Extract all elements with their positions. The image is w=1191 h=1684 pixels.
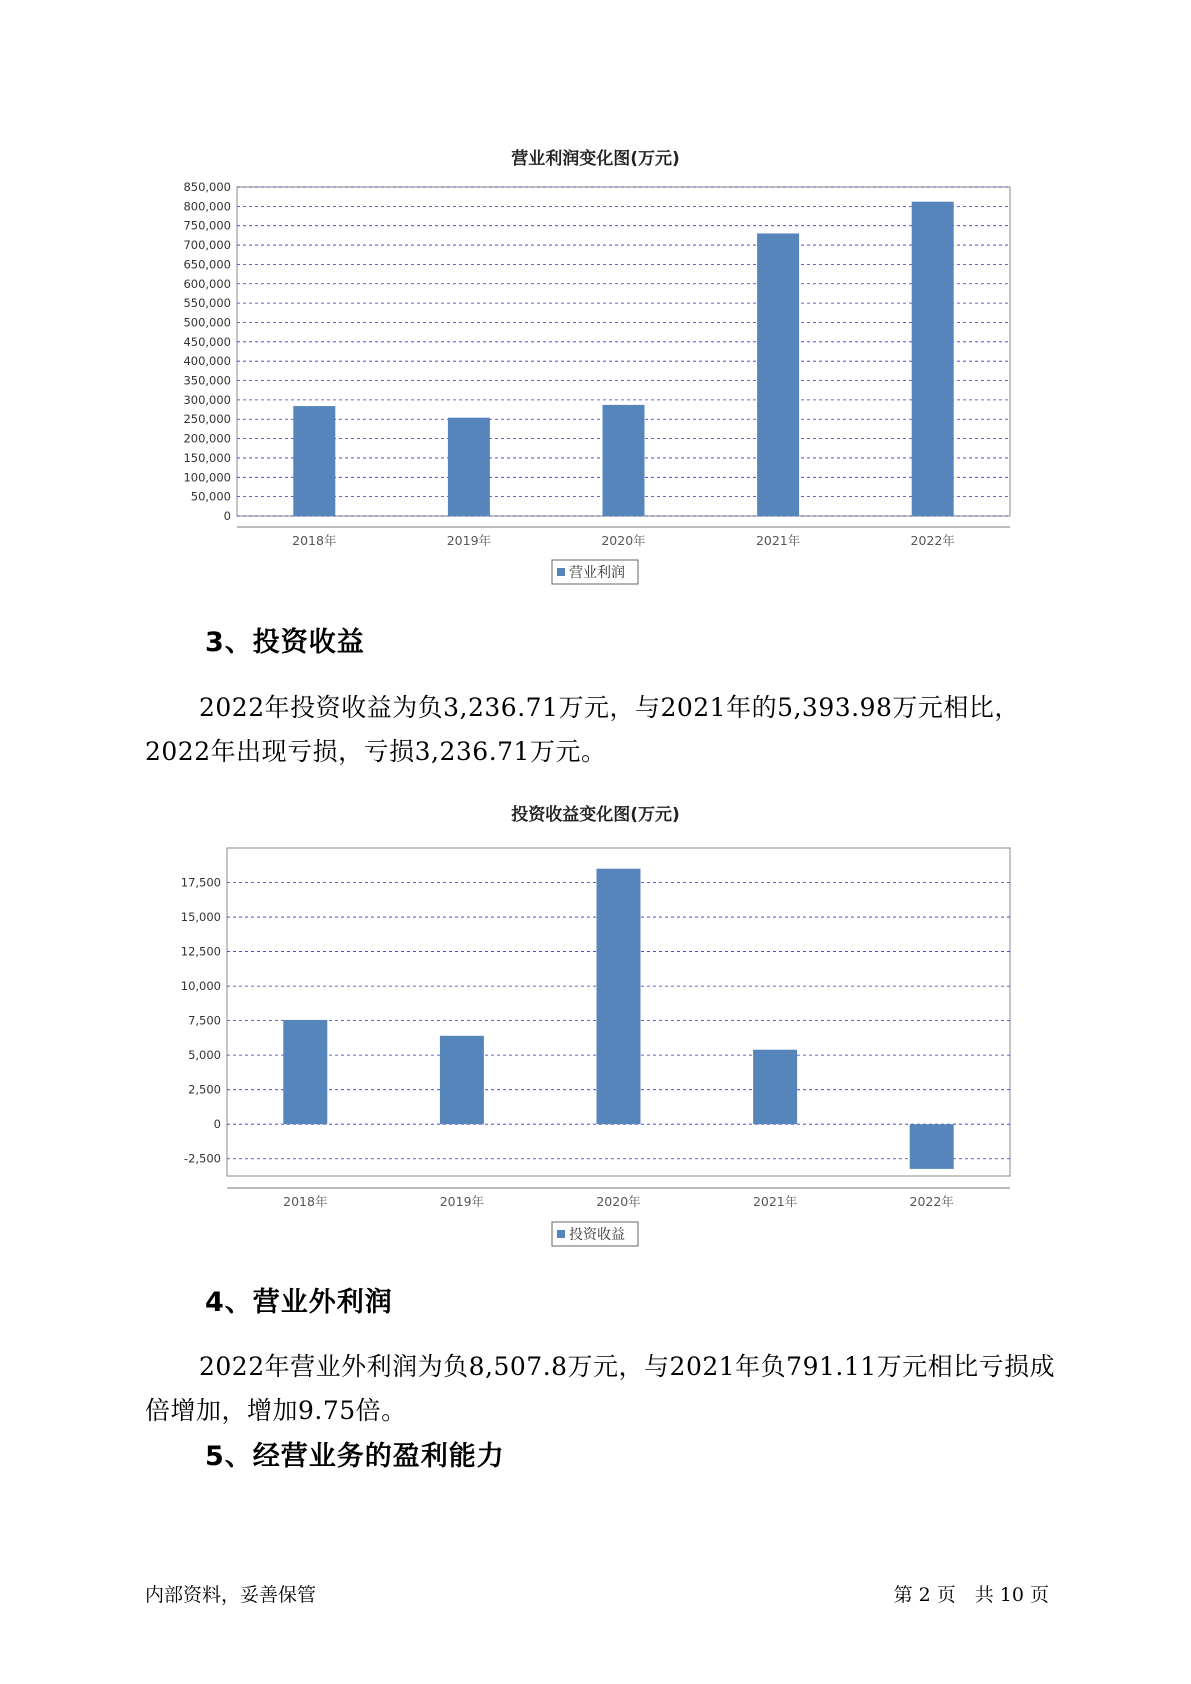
x-tick-label: 2020年	[596, 1194, 641, 1209]
y-tick-label: 500,000	[183, 315, 231, 330]
investment-income-chart	[0, 820, 1191, 1260]
y-tick-label: 17,500	[180, 875, 221, 890]
y-tick-label: 800,000	[183, 199, 231, 214]
y-tick-label: 200,000	[183, 431, 231, 446]
y-tick-label: 400,000	[183, 354, 231, 369]
y-tick-label: 12,500	[180, 944, 221, 959]
legend	[552, 1222, 638, 1246]
x-tick-label: 2021年	[752, 1194, 798, 1209]
y-tick-label: 600,000	[183, 276, 231, 291]
bar	[912, 202, 954, 516]
y-tick-label: 15,000	[180, 910, 221, 925]
footer-page-number: 第 2 页 共 10 页	[893, 1584, 1049, 1606]
bar	[603, 405, 645, 516]
y-tick-label: 50,000	[190, 489, 231, 504]
x-tick-label: 2019年	[439, 1194, 485, 1209]
y-tick-label: 5,000	[188, 1048, 221, 1063]
x-tick-label: 2022年	[909, 1194, 954, 1209]
y-tick-label: 2,500	[188, 1082, 221, 1097]
section4-paragraph: 2022年营业外利润为负8,507.8万元，与2021年负791.11万元相比亏损成倍增加，增加9.75倍。	[145, 1352, 1056, 1425]
bar	[440, 1036, 484, 1124]
y-tick-label: 250,000	[183, 412, 231, 427]
y-tick-label: 0	[213, 1117, 221, 1132]
section4-heading: 4、营业外利润	[205, 1287, 393, 1318]
y-tick-label: 100,000	[183, 470, 231, 485]
y-tick-label: 0	[223, 509, 231, 523]
bar	[597, 869, 641, 1124]
x-tick-label: 2022年	[910, 533, 955, 548]
y-tick-label: 450,000	[183, 334, 231, 349]
footer-confidential-note: 内部资料，妥善保管	[145, 1584, 317, 1606]
bar	[757, 233, 799, 516]
x-tick-label: 2018年	[283, 1194, 328, 1209]
operating-profit-chart	[0, 0, 1191, 600]
y-tick-label: 7,500	[188, 1013, 221, 1028]
bar	[910, 1124, 954, 1169]
x-tick-label: 2020年	[601, 533, 646, 548]
section3-paragraph: 2022年投资收益为负3,236.71万元，与2021年的5,393.98万元相比，2022年出现亏损，亏损3,236.71万元。	[145, 693, 1020, 766]
bar	[448, 418, 490, 516]
y-tick-label: -2,500	[183, 1151, 221, 1166]
y-tick-label: 300,000	[183, 392, 231, 407]
legend-swatch	[557, 568, 565, 576]
y-tick-label: 650,000	[183, 257, 231, 272]
legend	[552, 560, 638, 584]
y-tick-label: 150,000	[183, 450, 231, 465]
y-tick-label: 700,000	[183, 238, 231, 253]
y-tick-label: 10,000	[180, 979, 221, 994]
bar	[753, 1050, 797, 1124]
bar	[283, 1020, 327, 1124]
legend-label: 营业利润	[569, 565, 625, 581]
y-tick-label: 550,000	[183, 296, 231, 311]
legend-swatch	[557, 1230, 565, 1238]
x-tick-label: 2021年	[755, 533, 801, 548]
legend-label: 投资收益	[569, 1227, 625, 1243]
chart2-title: 投资收益变化图(万元)	[511, 805, 680, 825]
y-tick-label: 750,000	[183, 218, 231, 233]
x-tick-label: 2019年	[446, 533, 492, 548]
y-tick-label: 350,000	[183, 373, 231, 388]
bar	[293, 406, 335, 516]
chart1-title: 营业利润变化图(万元)	[511, 149, 680, 169]
x-tick-label: 2018年	[292, 533, 337, 548]
y-tick-label: 850,000	[183, 180, 231, 194]
section3-heading: 3、投资收益	[205, 627, 365, 658]
section5-heading: 5、经营业务的盈利能力	[205, 1441, 505, 1472]
